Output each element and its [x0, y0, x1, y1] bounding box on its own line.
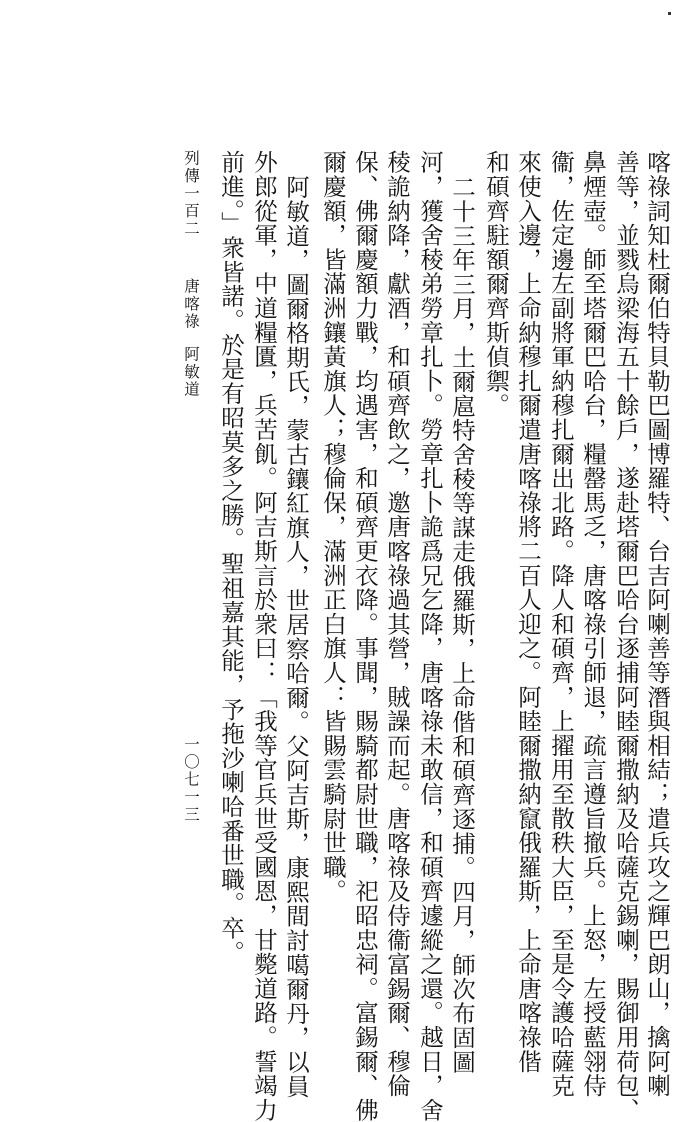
text-column-7: 二十三年三月，土爾扈特舍稜等謀走俄羅斯，上命偕和碩齊逐捕。四月，師次布固圖 [448, 175, 476, 1075]
text-column-9: 稜詭納降，獻酒，和碩齊飲之，邀唐喀祿過其營，賊譟而起。唐喀祿及侍衞富錫爾、穆倫 [383, 150, 411, 1098]
text-column-10: 保、佛爾慶額力戰，均遇害，和碩齊更衣降。事聞，賜騎都尉世職，祀昭忠祠。富錫爾、佛 [351, 150, 379, 1122]
running-head-name-1: 唐喀祿 [182, 277, 200, 330]
text-column-2: 善等，並戮烏梁海五十餘戶，遂赴塔爾巴哈台逐捕阿睦爾撒納及哈薩克錫喇，賜御用荷包、 [612, 150, 640, 1122]
text-column-1: 喀祿詞知杜爾伯特貝勒巴圖博羅特、台吉阿喇善等潛與相結；遣兵攻之輝巴朗山，擒阿喇 [643, 150, 671, 1098]
text-column-5: 來使入邊，上命納穆扎爾遣唐喀祿將二百人迎之。阿睦爾撒納竄俄羅斯，上命唐喀祿偕 [514, 150, 542, 1074]
text-column-8: 河，獲舍稜弟勞章扎卜。勞章扎卜詭爲兄乞降，唐喀祿未敢信，和碩齊遽縱之還。越日，舍 [416, 150, 444, 1122]
text-column-13: 外郎從軍，中道糧匱，兵苦飢。阿吉斯言於衆曰：「我等官兵世受國恩，甘斃道路。誓竭力 [250, 150, 278, 1122]
page-number: 一〇七一三 [182, 736, 200, 824]
text-column-12: 阿敏道，圖爾格期氏，蒙古鑲紅旗人，世居察哈爾。父阿吉斯，康熙間討噶爾丹，以員 [282, 175, 310, 1099]
text-column-11: 爾慶額，皆滿洲鑲黃旗人；穆倫保，滿洲正白旗人：皆賜雲騎尉世職。 [319, 150, 347, 904]
text-column-6: 和碩齊駐額爾齊斯偵禦。 [482, 150, 510, 418]
text-column-3: 鼻煙壺。師至塔爾巴哈台，糧罄馬乏，唐喀祿引師退，疏言遵旨撤兵。上怒，左授藍翎侍 [579, 150, 607, 1098]
text-column-4: 衞，佐定邊左副將軍納穆扎爾出北路。降人和碩齊，上擢用至散秩大臣，至是令護哈薩克 [547, 150, 575, 1098]
running-head-chapter: 列傳一百二 [182, 150, 200, 238]
text-column-14: 前進。」衆皆諾。於是有昭莫多之勝。聖祖嘉其能，予拖沙喇哈番世職。卒。 [217, 150, 245, 965]
scan-speck [668, 12, 671, 15]
running-head [180, 150, 202, 399]
running-head-name-2: 阿敏道 [182, 346, 200, 399]
